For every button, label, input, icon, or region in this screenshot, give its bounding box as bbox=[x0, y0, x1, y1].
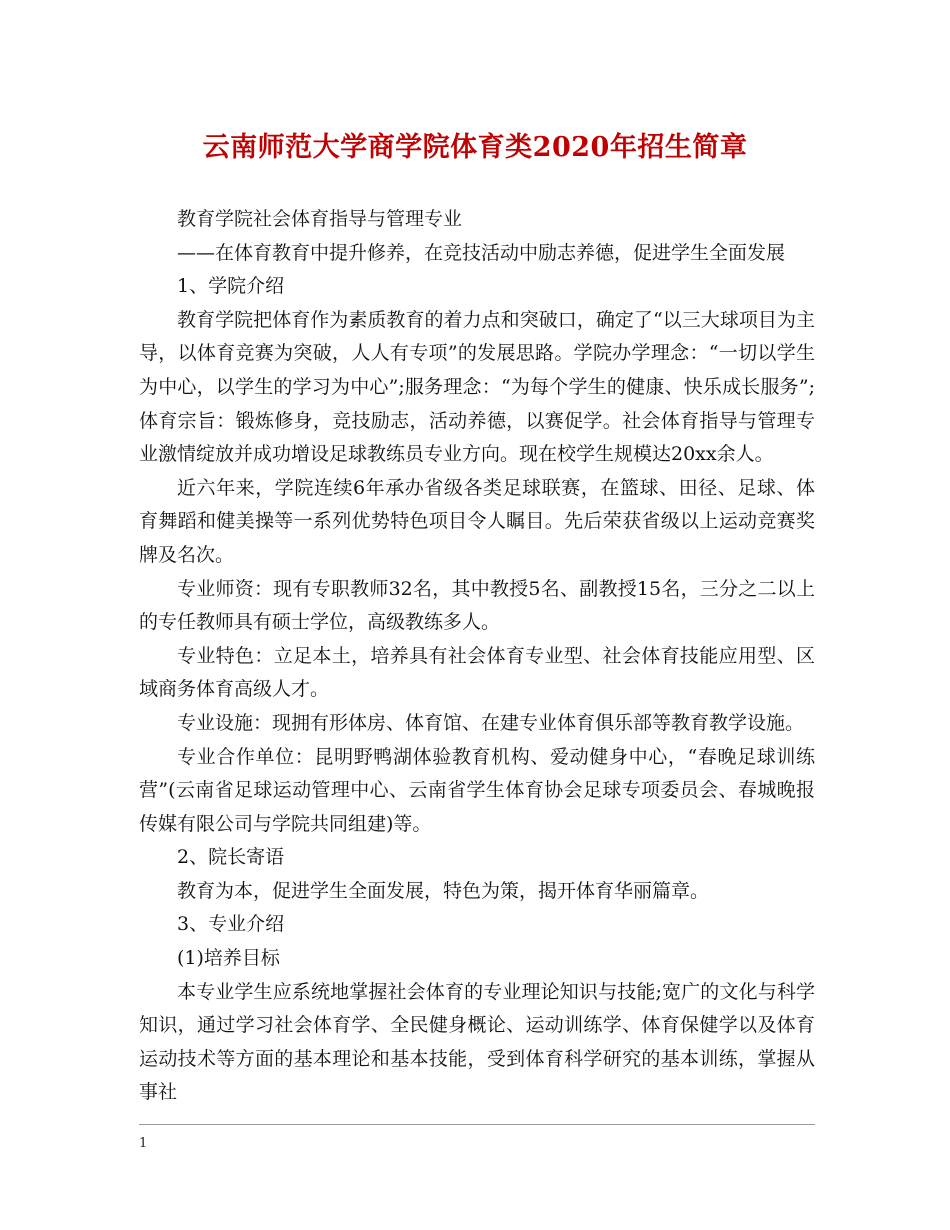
paragraph-achievements: 近六年来，学院连续6年承办省级各类足球联赛，在篮球、田径、足球、体育舞蹈和健美操等一系列优势特色项目令人瞩目。先后荣获省级以上运动竞赛奖牌及名次。 bbox=[139, 476, 815, 566]
paragraph-training-goal: 本专业学生应系统地掌握社会体育的专业理论知识与技能;宽广的文化与科学知识，通过学习社会体育学、全民健身概论、运动训练学、体育保健学以及体育运动技术等方面的基本理论和基本技能，受到体育科学研究的基本训练，掌握从事社 bbox=[139, 980, 815, 1104]
section-heading-major-intro: 3、专业介绍 bbox=[177, 913, 285, 936]
paragraph-subtitle: 教育学院社会体育指导与管理专业 bbox=[177, 208, 463, 230]
section-heading-dean-message: 2、院长寄语 bbox=[177, 846, 285, 869]
paragraph-partners: 专业合作单位：昆明野鸭湖体验教育机构、爱动健身中心，“春晚足球训练营”(云南省足球运动管理中心、云南省学生体育协会足球专项委员会、春城晚报传媒有限公司与学院共同组建)等。 bbox=[139, 745, 815, 835]
paragraph-faculty: 专业师资：现有专职教师32名，其中教授5名、副教授15名，三分之二以上的专任教师具有硕士学位，高级教练多人。 bbox=[139, 577, 815, 634]
page-number: 1 bbox=[139, 1136, 148, 1151]
subheading-training-goal: (1)培养目标 bbox=[177, 947, 280, 970]
paragraph-features: 专业特色：立足本土，培养具有社会体育专业型、社会体育技能应用型、区域商务体育高级人才。 bbox=[139, 644, 815, 701]
document-title: 云南师范大学商学院体育类2020年招生简章 bbox=[202, 132, 748, 163]
document-body bbox=[139, 203, 815, 1110]
paragraph-college-intro: 教育学院把体育作为素质教育的着力点和突破口，确定了“以三大球项目为主导，以体育竞赛为突破，人人有专项”的发展思路。学院办学理念：“一切以学生为中心，以学生的学习为中心”;服务理念：“为每个学生的健康、快乐成长服务”;体育宗旨：锻炼修身，竞技励志，活动养德，以赛促学。社会体育指导与管理专业激情绽放并成功增设足球教练员专业方向。现在校学生规模达20xx余人。 bbox=[139, 308, 815, 466]
paragraph-slogan: ——在体育教育中提升修养，在竞技活动中励志养德，促进学生全面发展 bbox=[177, 241, 786, 264]
paragraph-dean-message: 教育为本，促进学生全面发展，特色为策，揭开体育华丽篇章。 bbox=[177, 879, 710, 902]
section-heading-college-intro: 1、学院介绍 bbox=[177, 275, 285, 298]
footer-divider bbox=[139, 1124, 815, 1125]
paragraph-facilities: 专业设施：现拥有形体房、体育馆、在建专业体育俱乐部等教育教学设施。 bbox=[177, 711, 805, 734]
